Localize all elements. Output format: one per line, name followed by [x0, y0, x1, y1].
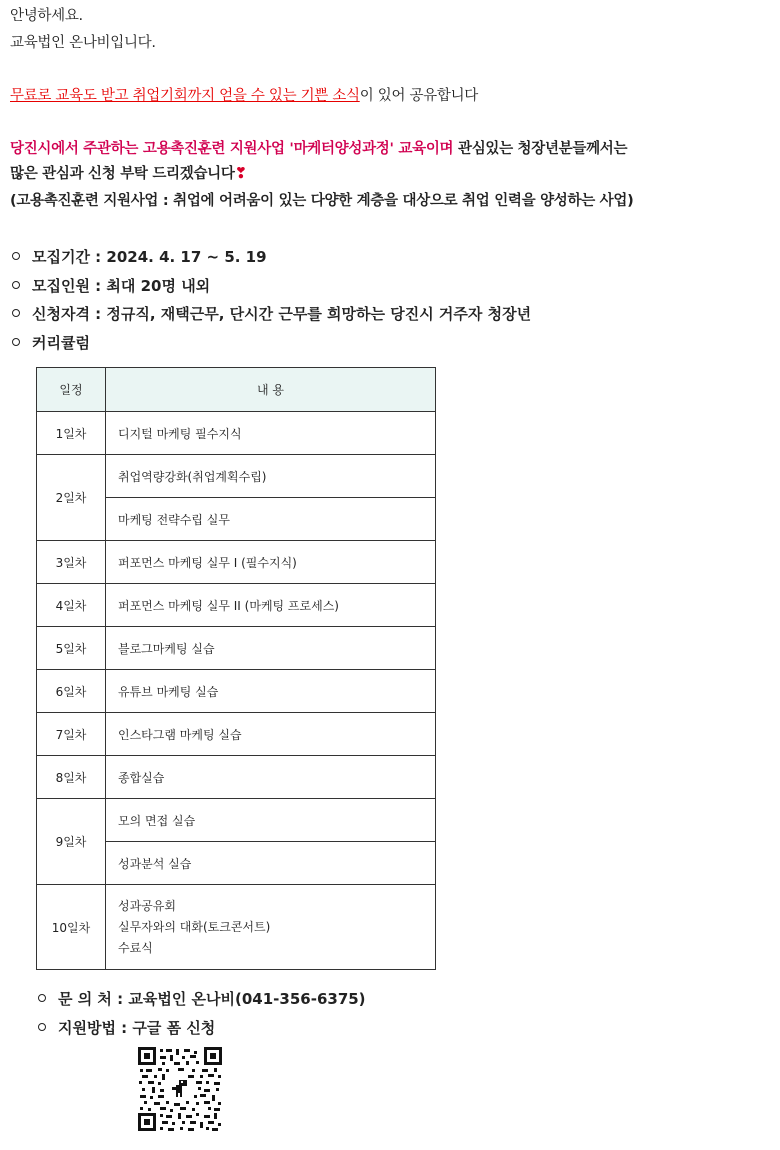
program-note: (고용촉진훈련 지원사업 : 취업에 어려움이 있는 다양한 계층을 대상으로 취업 인력을 양성하는 사업)	[10, 193, 634, 209]
greeting-line-2: 교육법인 온나비입니다.	[10, 35, 156, 51]
table-row: 5일차 블로그마케팅 실습	[37, 627, 436, 670]
table-row: 4일차 퍼포먼스 마케팅 실무 II (마케팅 프로세스)	[37, 584, 436, 627]
intro-line	[10, 84, 478, 105]
table-row: 8일차 종합실습	[37, 756, 436, 799]
program-request: 많은 관심과 신청 부탁 드리겠습니다	[10, 166, 235, 182]
table-row: 6일차 유튜브 마케팅 실습	[37, 670, 436, 713]
bullet-icon	[12, 252, 20, 260]
list-item: 신청자격 : 정규직, 재택근무, 단시간 근무를 희망하는 당진시 거주자 청장년	[10, 303, 531, 324]
heart-icon: ❣	[234, 164, 247, 182]
program-line-2	[10, 162, 247, 183]
header-day: 일정	[37, 368, 106, 412]
table-row: 1일차 디지털 마케팅 필수지식	[37, 412, 436, 455]
curriculum-table	[36, 367, 436, 970]
list-item: 커리큘럼	[10, 332, 90, 353]
header-content: 내 용	[106, 368, 436, 412]
greeting-line-1: 안녕하세요.	[10, 8, 83, 24]
list-item: 지원방법 : 구글 폼 신청	[36, 1017, 215, 1038]
table-row: 9일차 모의 면접 실습	[37, 799, 436, 842]
list-item: 모집인원 : 최대 20명 내외	[10, 275, 210, 296]
table-header-row	[37, 368, 436, 412]
program-rest: 관심있는 청장년분들께서는	[453, 141, 628, 157]
qr-code-icon[interactable]	[138, 1047, 222, 1131]
bullet-icon	[12, 281, 20, 289]
table-row: 2일차 취업역량강화(취업계획수립)	[37, 455, 436, 498]
table-row: 3일차 퍼포먼스 마케팅 실무 I (필수지식)	[37, 541, 436, 584]
list-item: 문 의 처 : 교육법인 온나비(041-356-6375)	[36, 988, 366, 1009]
intro-highlight: 무료로 교육도 받고 취업기회까지 얻을 수 있는 기쁜 소식	[10, 88, 360, 104]
bullet-icon	[12, 338, 20, 346]
bullet-icon	[38, 994, 46, 1002]
bullet-icon	[12, 309, 20, 317]
table-row: 마케팅 전략수립 실무	[37, 498, 436, 541]
intro-rest: 이 있어 공유합니다	[359, 88, 479, 104]
table-row: 성과분석 실습	[37, 842, 436, 885]
program-line-1	[10, 137, 627, 158]
program-highlight: 당진시에서 주관하는 고용촉진훈련 지원사업 '마케터양성과정' 교육이며	[10, 141, 454, 157]
list-item: 모집기간 : 2024. 4. 17 ~ 5. 19	[10, 246, 267, 267]
table-row: 7일차 인스타그램 마케팅 실습	[37, 713, 436, 756]
table-row: 10일차 성과공유회 실무자와의 대화(토크콘서트) 수료식	[37, 885, 436, 970]
bullet-icon	[38, 1023, 46, 1031]
